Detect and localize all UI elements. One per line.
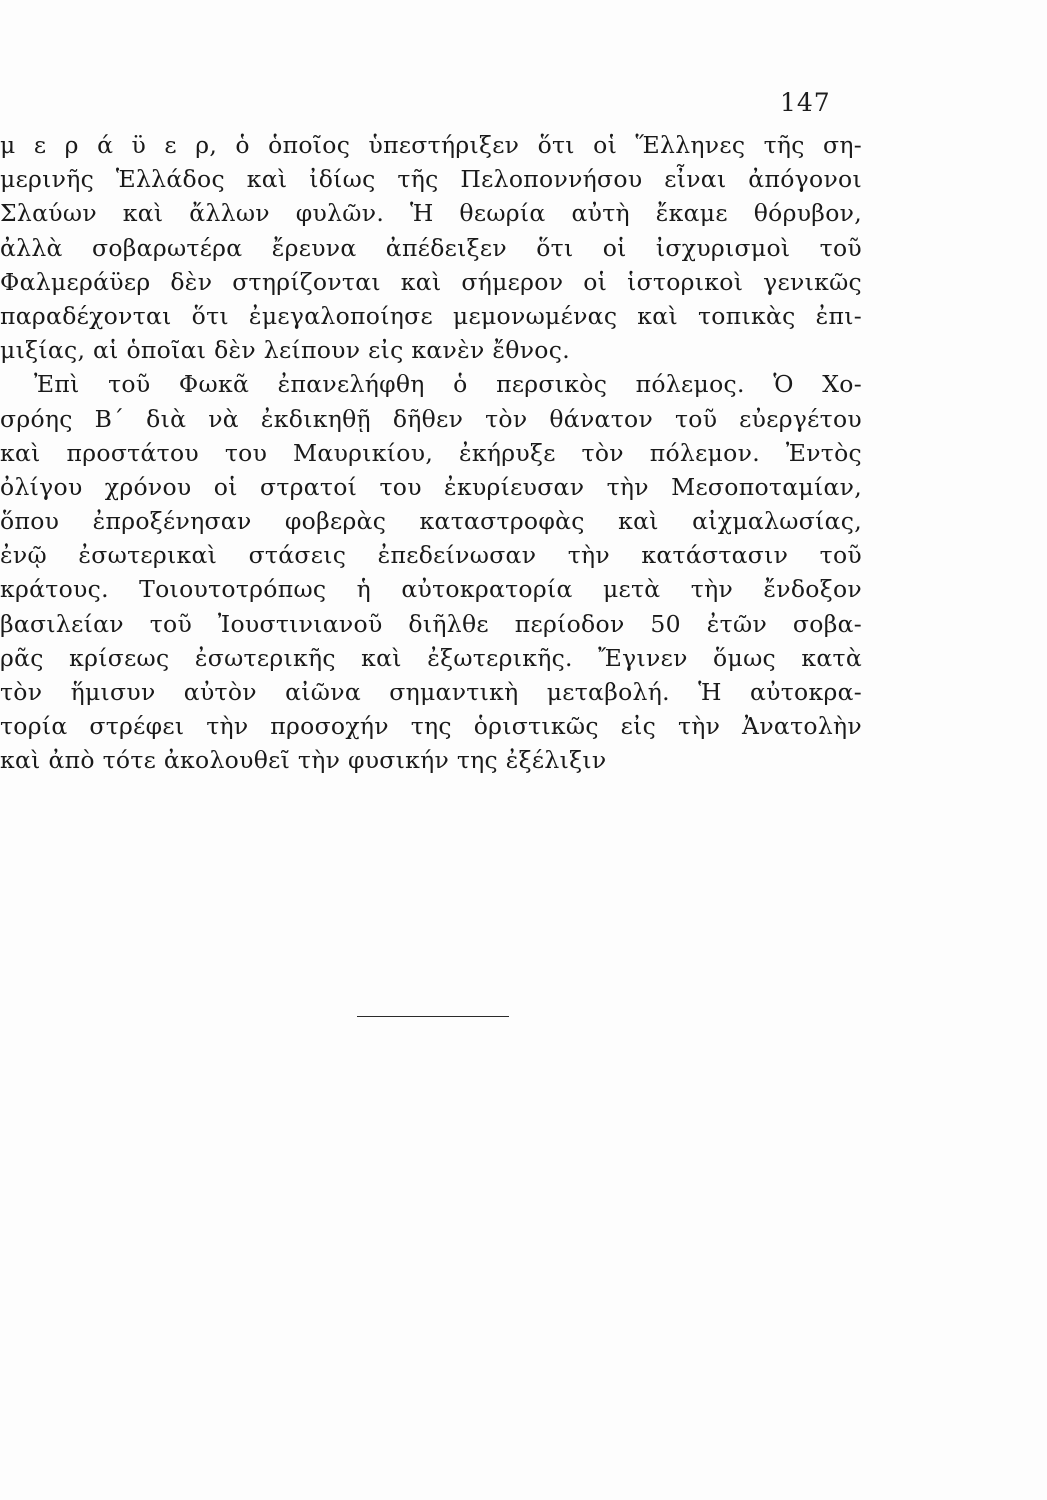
paragraph-end-line: καὶ ἀπὸ τότε ἀκολουθεῖ τὴν φυσικήν της ἐξέλιξιν bbox=[0, 746, 607, 775]
page-number: 147 bbox=[780, 88, 831, 117]
text-line: μερινῆς Ἑλλάδος καὶ ἰδίως τῆς Πελοποννήσου εἶναι ἀπόγονοι bbox=[0, 165, 862, 194]
text-line: μ ε ρ ά ϋ ε ρ, ὁ ὁποῖος ὑπεστήριξεν ὅτι οἱ Ἕλληνες τῆς ση- bbox=[0, 131, 862, 159]
paragraph-end-line: μιξίας, αἱ ὁποῖαι δὲν λείπουν εἰς κανὲν ἔθνος. bbox=[0, 336, 570, 365]
text-line: σρόης Β΄ διὰ νὰ ἐκδικηθῇ δῆθεν τὸν θάνατον τοῦ εὐεργέτου bbox=[0, 404, 862, 433]
text-line: ρᾶς κρίσεως ἐσωτερικῆς καὶ ἐξωτερικῆς. Ἔγινεν ὅμως κατὰ bbox=[0, 643, 862, 672]
text-line: ὅπου ἐπροξένησαν φοβερὰς καταστροφὰς καὶ αἰχμαλωσίας, bbox=[0, 507, 862, 536]
text-line: ἀλλὰ σοβαρωτέρα ἔρευνα ἀπέδειξεν ὅτι οἱ ἰσχυρισμοὶ τοῦ bbox=[0, 233, 862, 262]
text-line: καὶ προστάτου του Μαυρικίου, ἐκήρυξε τὸν πόλεμον. Ἐντὸς bbox=[0, 438, 862, 467]
text-line: Φαλμεράϋερ δὲν στηρίζονται καὶ σήμερον οἱ ἱστορικοὶ γενικῶς bbox=[0, 267, 862, 296]
text-line: ἐνῷ ἐσωτερικαὶ στάσεις ἐπεδείνωσαν τὴν κατάστασιν τοῦ bbox=[0, 541, 862, 570]
text-line: παραδέχονται ὅτι ἐμεγαλοποίησε μεμονωμένας καὶ τοπικὰς ἐπι- bbox=[0, 301, 862, 330]
text-line: ὀλίγου χρόνου οἱ στρατοί του ἐκυρίευσαν τὴν Μεσοποταμίαν, bbox=[0, 472, 862, 501]
body-text bbox=[0, 128, 862, 778]
text-line: κράτους. Τοιουτοτρόπως ἡ αὐτοκρατορία μετὰ τὴν ἔνδοξον bbox=[0, 575, 862, 604]
text-line: βασιλείαν τοῦ Ἰουστινιανοῦ διῆλθε περίοδον 50 ἐτῶν σοβα- bbox=[0, 609, 862, 638]
text-line: τορία στρέφει τὴν προσοχήν της ὁριστικῶς εἰς τὴν Ἀνατολὴν bbox=[0, 712, 862, 741]
text-line: τὸν ἥμισυν αὐτὸν αἰῶνα σημαντικὴ μεταβολή. Ἡ αὐτοκρα- bbox=[0, 678, 862, 706]
paragraph-start-line: Ἐπὶ τοῦ Φωκᾶ ἐπανελήφθη ὁ περσικὸς πόλεμος. Ὁ Χο- bbox=[34, 370, 862, 399]
section-separator-rule bbox=[357, 1016, 509, 1017]
text-line: Σλαύων καὶ ἄλλων φυλῶν. Ἡ θεωρία αὐτὴ ἔκαμε θόρυβον, bbox=[0, 199, 862, 228]
